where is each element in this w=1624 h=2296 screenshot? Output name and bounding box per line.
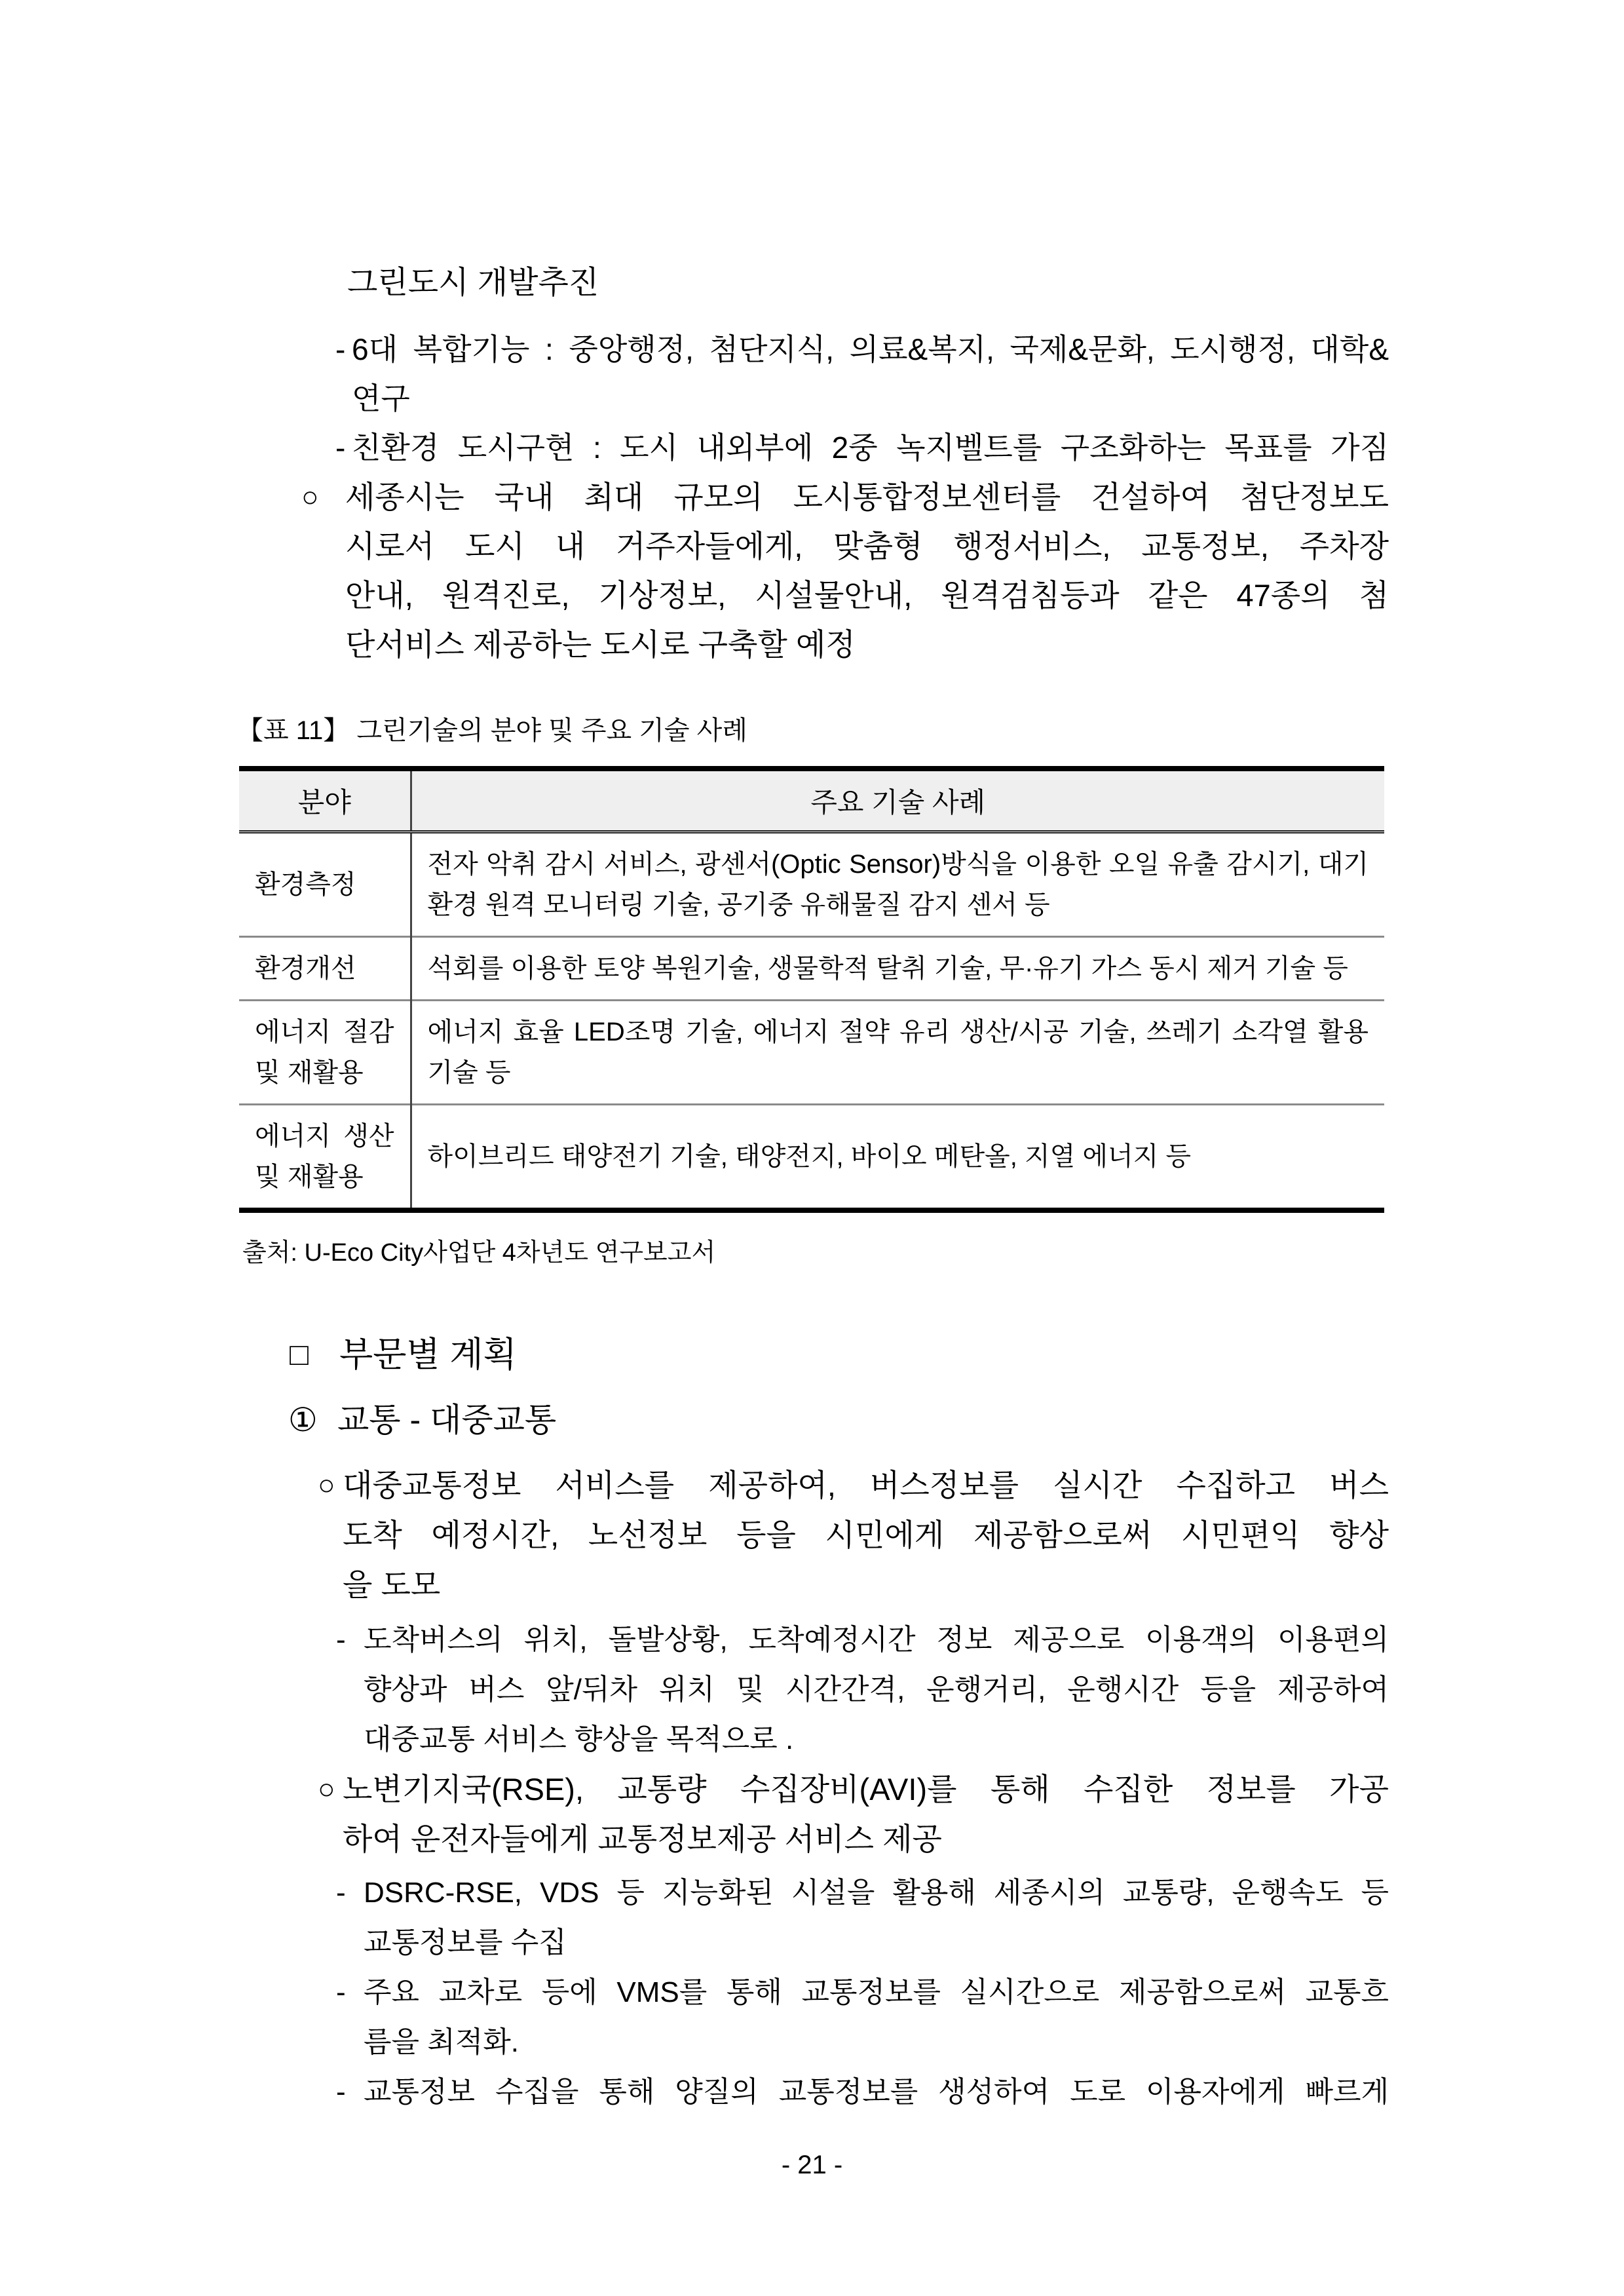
bullet-transit-info <box>318 1461 1389 1610</box>
bullet-text <box>352 325 1389 423</box>
examples-cell: 전자 악취 감시 서비스, 광센서(Optic Sensor)방식을 이용한 오일 유출 감시기, 대기 환경 원격 모니터링 기술, 공기중 유해물질 감지 센서 등 <box>427 850 1369 919</box>
text-line: 도착버스의 위치, 돌발상황, 도착예정시간 정보 제공으로 이용객의 이용편의 <box>364 1624 1389 1656</box>
table-row <box>239 1105 1384 1211</box>
dash-marker: - <box>336 1877 346 1909</box>
text-line: 향상과 버스 앞/뒤차 위치 및 시간간격, 운행거리, 운행시간 등을 제공하여 <box>364 1674 1389 1706</box>
bullet-bus-location <box>336 1615 1389 1765</box>
field-cell: 환경개선 <box>239 937 411 1001</box>
text-line: 노변기지국(RSE), 교통량 수집장비(AVI)를 통해 수집한 정보를 가공 <box>343 1772 1389 1807</box>
bullet-text <box>364 1968 1389 2067</box>
text-line: 름을 최적화. <box>364 2026 519 2058</box>
text-line: 교통정보를 수집 <box>364 1926 567 1959</box>
bullet-text <box>364 1615 1389 1765</box>
table-source: 출처: U-Eco City사업단 4차년도 연구보고서 <box>242 1239 716 1267</box>
subsection-title: 교통 - 대중교통 <box>337 1402 557 1438</box>
bullet-text <box>352 423 1389 472</box>
bullet-text <box>364 1868 1389 1968</box>
text-line: 연구 <box>352 381 410 415</box>
text-line: 안내, 원격진로, 기상정보, 시설물안내, 원격검침등과 같은 47종의 첨 <box>345 578 1389 613</box>
bullet-dsrc-vds <box>336 1868 1389 1968</box>
section-title: 부문별 계획 <box>339 1335 517 1374</box>
field-cell: 에너지 절감 및 재활용 <box>239 1001 411 1105</box>
examples-cell: 에너지 효율 LED조명 기술, 에너지 절약 유리 생산/시공 기술, 쓰레기 소각열 활용 기술 등 <box>411 1001 1384 1105</box>
text-line: 을 도모 <box>343 1567 441 1602</box>
text-line: 주요 교차로 등에 VMS를 통해 교통정보를 실시간으로 제공함으로써 교통흐 <box>364 1976 1389 2008</box>
dash-marker: - <box>335 430 346 465</box>
green-city-heading: 그린도시 개발추진 <box>347 265 599 300</box>
green-tech-table <box>239 766 1384 1213</box>
subsection-heading-transport <box>288 1402 1389 1438</box>
text-line: 도착 예정시간, 노선정보 등을 시민에게 제공함으로써 시민편익 향상 <box>343 1518 1389 1552</box>
field-cell: 에너지 생산 및 재활용 <box>239 1105 411 1211</box>
bullet-text <box>364 2067 1389 2117</box>
bullet-text <box>343 1765 1389 1864</box>
text-line: 대중교통 서비스 향상을 목적으로 . <box>364 1723 794 1755</box>
bullet-rse-avi <box>318 1765 1389 1864</box>
table-row <box>239 937 1384 1001</box>
field-cell: 환경측정 <box>239 832 411 937</box>
text-line: 6대 복합기능 : 중앙행정, 첨단지식, 의료&복지, 국제&문화, 도시행정, 대학& <box>352 332 1389 366</box>
table-header-row <box>239 769 1384 832</box>
dash-marker: - <box>336 1976 346 2008</box>
text-line: 시로서 도시 내 거주자들에게, 맞춤형 행정서비스, 교통정보, 주차장 <box>345 529 1389 564</box>
bullet-six-functions <box>335 325 1389 423</box>
text-line: 친환경 도시구현 : 도시 내외부에 2중 녹지벨트를 구조화하는 목표를 가짐 <box>352 430 1389 465</box>
column-header-examples: 주요 기술 사례 <box>411 769 1384 832</box>
square-marker: □ <box>290 1337 309 1372</box>
page-number: - 21 - <box>781 2151 843 2179</box>
text-line: DSRC-RSE, VDS 등 지능화된 시설을 활용해 세종시의 교통량, 운행속도 등 <box>364 1877 1389 1909</box>
table-row <box>239 1001 1384 1105</box>
text-line: 세종시는 국내 최대 규모의 도시통합정보센터를 건설하여 첨단정보도 <box>345 480 1389 514</box>
bullet-traffic-quality <box>336 2067 1389 2117</box>
bullet-text <box>343 1461 1389 1610</box>
section-heading-plans <box>290 1335 1389 1375</box>
text-line: 대중교통정보 서비스를 제공하여, 버스정보를 실시간 수집하고 버스 <box>343 1468 1389 1502</box>
bullet-vms <box>336 1968 1389 2067</box>
circle-marker: ○ <box>301 481 319 513</box>
examples-cell: 석회를 이용한 토양 복원기술, 생물학적 탈취 기술, 무·유기 가스 동시 제거 기술 등 <box>411 937 1384 1001</box>
table-caption: 【표 11】 그린기술의 분야 및 주요 기술 사례 <box>237 716 747 745</box>
bullet-eco-city <box>335 423 1389 472</box>
bullet-text <box>345 472 1389 669</box>
dash-marker: - <box>336 2076 346 2108</box>
column-header-field: 분야 <box>239 769 411 832</box>
table-row <box>239 832 1384 937</box>
dash-marker: - <box>335 332 346 366</box>
examples-cell: 하이브리드 태양전기 기술, 태양전지, 바이오 메탄올, 지열 에너지 등 <box>411 1105 1384 1211</box>
text-line: 교통정보 수집을 통해 양질의 교통정보를 생성하여 도로 이용자에게 빠르게 <box>364 2076 1389 2108</box>
circle-marker: ○ <box>318 1469 335 1501</box>
bullet-sejong-center <box>301 472 1389 669</box>
circle-marker: ○ <box>318 1773 335 1805</box>
text-line: 단서비스 제공하는 도시로 구축할 예정 <box>345 627 856 662</box>
dash-marker: - <box>336 1624 346 1656</box>
circled-one-marker: ① <box>288 1402 318 1438</box>
text-line: 하여 운전자들에게 교통정보제공 서비스 제공 <box>343 1822 942 1856</box>
